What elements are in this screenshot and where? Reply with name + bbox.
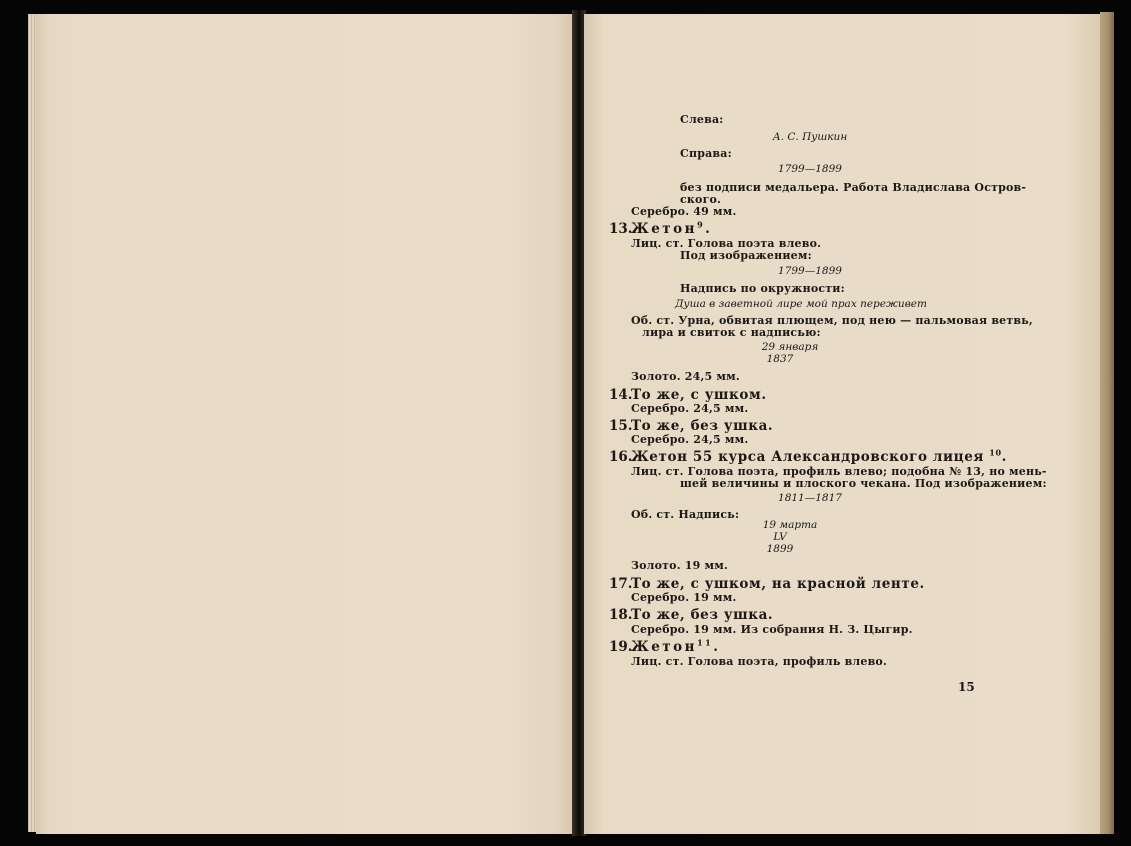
inscription-line: 1837 xyxy=(766,353,794,365)
metal-line: Золото. 24,5 мм. xyxy=(631,370,740,383)
entry-number: 19. xyxy=(609,639,633,655)
right-label: Справа: xyxy=(680,147,732,160)
metal-line: Золото. 19 мм. xyxy=(631,559,729,572)
entry-number: 18. xyxy=(609,607,633,623)
text-line: без подписи медальера. Работа Владислава Остров- xyxy=(680,181,1027,194)
entry-number: 15. xyxy=(609,418,633,434)
entry-title: То же, без ушка. xyxy=(631,607,774,623)
right-page-edge xyxy=(1100,12,1114,834)
text-line: Об. ст. Надпись: xyxy=(631,508,740,521)
text-line: шей величины и плоского чекана. Под изображением: xyxy=(680,477,1047,490)
entry-number: 16. xyxy=(609,449,633,465)
text-line: Лиц. ст. Голова поэта, профиль влево; подобна № 13, но мень- xyxy=(631,465,1047,478)
inscription-line: 29 января xyxy=(761,341,819,353)
text-line: Лиц. ст. Голова поэта, профиль влево. xyxy=(631,655,887,668)
entry-title: Жетон 55 курса Александровского лицея $^{10}$. xyxy=(631,447,1007,465)
footnote-ref: 11 xyxy=(697,637,714,648)
footnote-ref: 9 xyxy=(697,219,706,230)
metal-line: Серебро. 24,5 мм. xyxy=(631,402,749,415)
text-line: Лиц. ст. Голова поэта влево. xyxy=(631,237,822,250)
text-line: Под изображением: xyxy=(680,249,812,262)
inscription-line: 19 марта xyxy=(762,519,818,531)
metal-line: Серебро. 49 мм. xyxy=(631,205,737,218)
page-number: 15 xyxy=(958,680,975,694)
metal-line: Серебро. 19 мм. Из собрания Н. З. Цыгир. xyxy=(631,623,913,636)
left-inscription: А. С. Пушкин xyxy=(772,131,848,143)
entry-title: Жетон$^9$. xyxy=(631,219,713,237)
left-page xyxy=(36,14,576,834)
inscription-line: Душа в заветной лире мой прах переживет xyxy=(675,298,927,310)
footnote-ref: 10 xyxy=(989,447,1002,458)
entry-title: То же, без ушка. xyxy=(631,418,774,434)
left-label: Слева: xyxy=(680,113,724,126)
entry-title: То же, с ушком, на красной ленте. xyxy=(631,576,925,592)
text-line: ского. xyxy=(680,193,722,206)
text-line: Надпись по окружности: xyxy=(680,282,845,295)
entry-number: 13. xyxy=(609,221,633,237)
inscription-line: 1799—1899 xyxy=(778,265,842,277)
metal-line: Серебро. 19 мм. xyxy=(631,591,737,604)
text-line: Об. ст. Урна, обвитая плющем, под нею — пальмовая ветвь, xyxy=(631,314,1033,327)
inscription-line: LV xyxy=(773,531,787,543)
entry-title: То же, с ушком. xyxy=(631,387,767,403)
metal-line: Серебро. 24,5 мм. xyxy=(631,433,749,446)
inscription-line: 1899 xyxy=(766,543,794,555)
right-inscription: 1799—1899 xyxy=(778,163,842,175)
entry-number: 17. xyxy=(609,576,633,592)
inscription-line: 1811—1817 xyxy=(778,492,842,504)
entry-title: Жетон$^{11}$. xyxy=(631,637,721,655)
entry-number: 14. xyxy=(609,387,633,403)
text-line: лира и свиток с надписью: xyxy=(642,326,821,339)
